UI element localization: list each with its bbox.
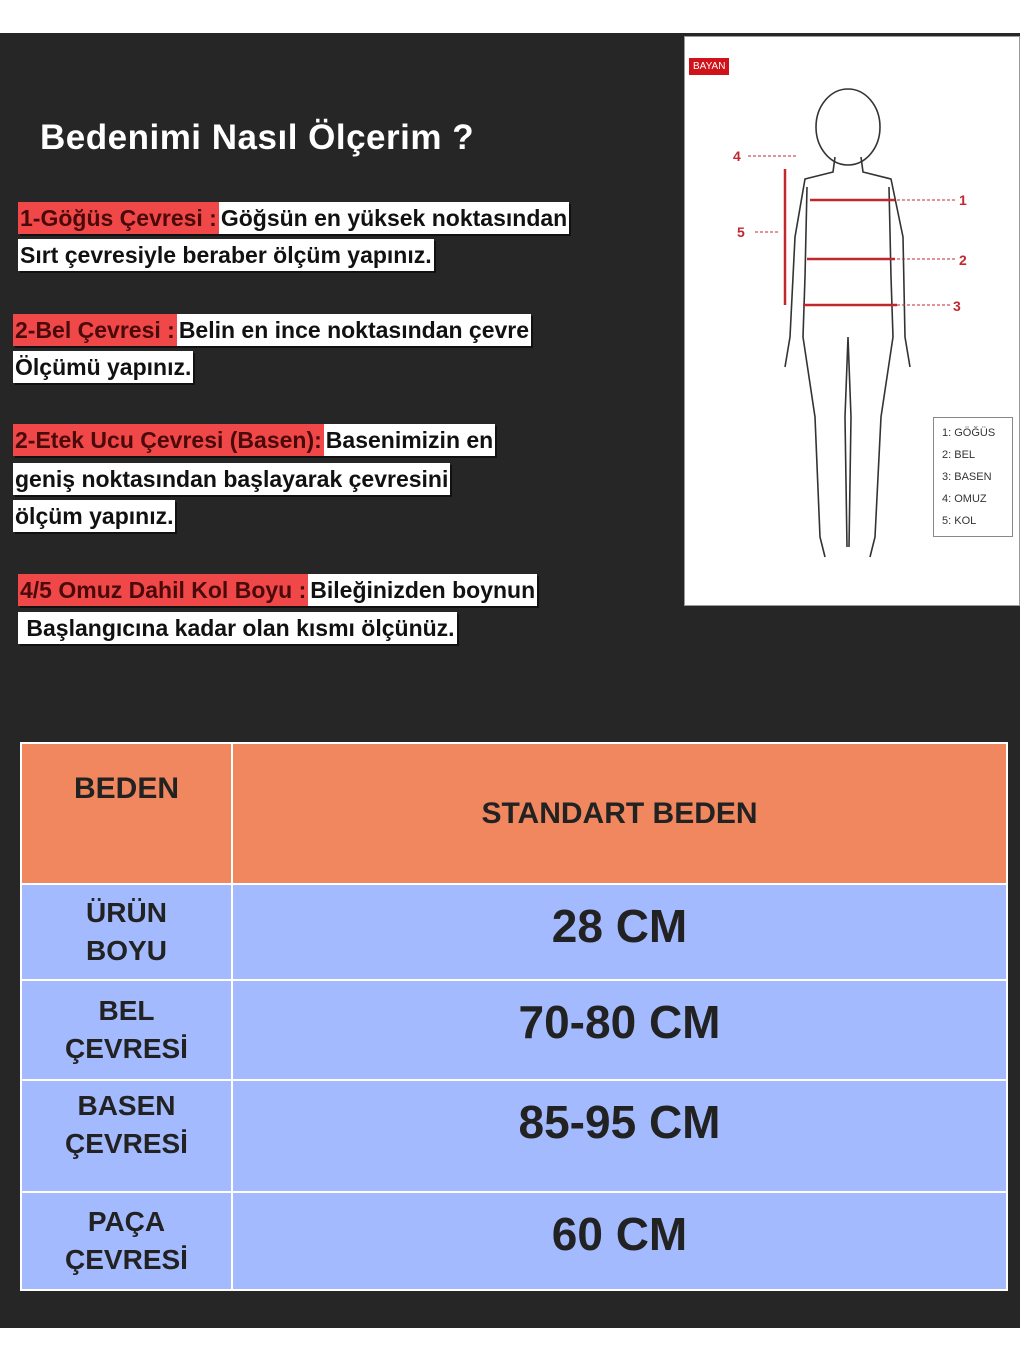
legend-item: 5: KOL [942,515,977,527]
row-label: PAÇA ÇEVRESİ [21,1192,232,1290]
instruction-arm [18,574,537,606]
instruction-text: Basenimizin en [324,424,495,456]
instruction-hip [13,424,495,456]
row-label: BASEN ÇEVRESİ [21,1080,232,1192]
page-title: Bedenimi Nasıl Ölçerim ? [40,118,475,157]
instruction-text: geniş noktasından başlayarak çevresini [13,463,450,495]
instruction-text: Ölçümü yapınız. [13,351,193,383]
instruction-label: 2-Bel Çevresi : [13,314,177,346]
instruction-label: 2-Etek Ucu Çevresi (Basen): [13,424,324,456]
marker-2: 2 [959,252,967,268]
instruction-line [13,463,450,495]
header-beden: BEDEN [21,743,232,884]
table-row [21,1080,1007,1192]
marker-3: 3 [953,298,961,314]
instruction-label: 1-Göğüs Çevresi : [18,202,219,234]
table-row [21,1192,1007,1290]
instruction-chest [18,202,569,234]
row-value: 85-95 CM [232,1080,1007,1192]
instruction-text: Göğsün en yüksek noktasından [219,202,569,234]
gender-badge: BAYAN [689,58,729,75]
instruction-line [13,500,175,532]
instruction-line [13,351,193,383]
body-measurement-figure [684,36,1020,606]
instruction-text: Bileğinizden boynun [308,574,537,606]
measurement-legend [933,417,1013,537]
instruction-text: Belin en ince noktasından çevre [177,314,531,346]
size-table [20,742,1008,1291]
instruction-label: 4/5 Omuz Dahil Kol Boyu : [18,574,308,606]
instruction-line [18,239,434,271]
row-label: BEL ÇEVRESİ [21,980,232,1080]
row-value: 70-80 CM [232,980,1007,1080]
table-row [21,884,1007,980]
row-value: 60 CM [232,1192,1007,1290]
instruction-text: Sırt çevresiyle beraber ölçüm yapınız. [18,239,434,271]
instruction-waist [13,314,531,346]
instruction-text: Başlangıcına kadar olan kısmı ölçünüz. [18,612,457,644]
legend-item: 2: BEL [942,449,976,461]
instruction-text: ölçüm yapınız. [13,500,175,532]
header-standart-beden: STANDART BEDEN [232,743,1007,884]
row-label: ÜRÜN BOYU [21,884,232,980]
instruction-line [18,612,457,644]
marker-1: 1 [959,192,967,208]
marker-4: 4 [733,148,741,164]
legend-item: 1: GÖĞÜS [942,427,996,439]
row-value: 28 CM [232,884,1007,980]
table-header [21,743,1007,884]
marker-5: 5 [737,224,745,240]
legend-item: 3: BASEN [942,471,992,483]
legend-item: 4: OMUZ [942,493,987,505]
table-row [21,980,1007,1080]
